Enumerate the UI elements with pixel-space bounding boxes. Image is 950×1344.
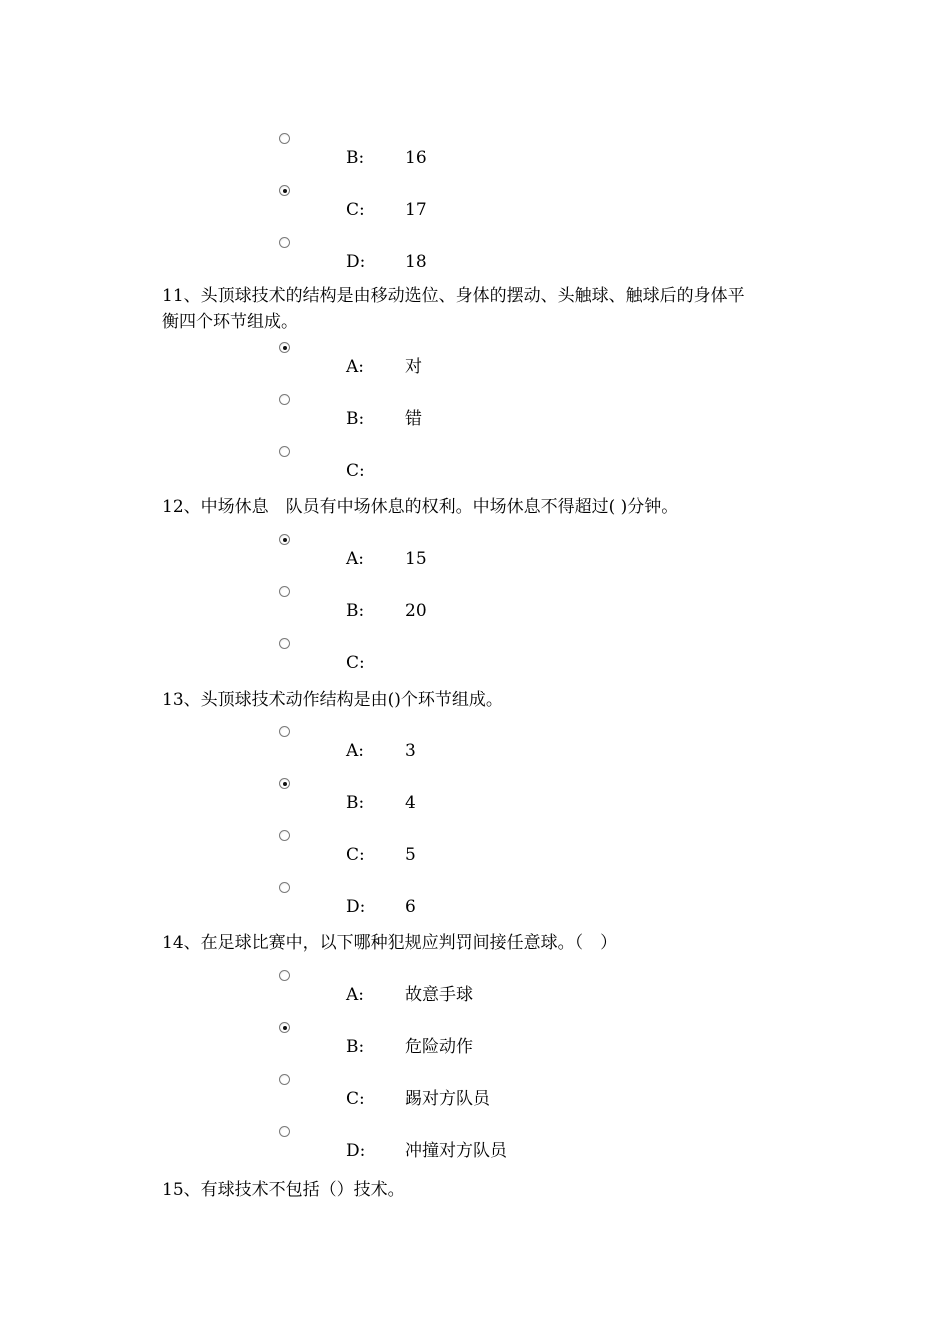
q13-option-b-radio[interactable] — [279, 778, 290, 789]
q10-option-c-letter: C: — [346, 200, 365, 220]
q11-option-a-radio[interactable] — [279, 342, 290, 353]
q12-option-a-text: 15 — [405, 549, 427, 569]
q13-option-a-radio[interactable] — [279, 726, 290, 737]
q14-option-c-text: 踢对方队员 — [405, 1089, 490, 1109]
q13-option-d-letter: D: — [346, 897, 366, 917]
q14-option-d-text: 冲撞对方队员 — [405, 1141, 507, 1161]
q10-option-d-radio[interactable] — [279, 237, 290, 248]
q13-option-c-radio[interactable] — [279, 830, 290, 841]
q14-text: 14、在足球比赛中，以下哪种犯规应判罚间接任意球。（ ） — [162, 933, 618, 953]
q14-option-a-letter: A: — [346, 985, 365, 1005]
q11-option-b-radio[interactable] — [279, 394, 290, 405]
q13-option-b-text: 4 — [405, 793, 416, 813]
q11-text-line1: 11、头顶球技术的结构是由移动选位、身体的摆动、头触球、触球后的身体平 — [162, 286, 745, 306]
q13-text: 13、头顶球技术动作结构是由()个环节组成。 — [162, 690, 503, 710]
q13-option-a-letter: A: — [346, 741, 365, 761]
q13-option-b-letter: B: — [346, 793, 365, 813]
q13-option-c-text: 5 — [405, 845, 416, 865]
q12-option-b-text: 20 — [405, 601, 427, 621]
q14-option-d-letter: D: — [346, 1141, 366, 1161]
q12-option-a-radio[interactable] — [279, 534, 290, 545]
q12-option-c-letter: C: — [346, 653, 365, 673]
q14-option-b-text: 危险动作 — [405, 1037, 473, 1057]
q11-option-a-letter: A: — [346, 357, 365, 377]
q13-option-d-radio[interactable] — [279, 882, 290, 893]
q15-text: 15、有球技术不包括（）技术。 — [162, 1180, 405, 1200]
q12-option-b-radio[interactable] — [279, 586, 290, 597]
q11-option-c-radio[interactable] — [279, 446, 290, 457]
q14-option-c-radio[interactable] — [279, 1074, 290, 1085]
q10-option-d-text: 18 — [405, 252, 427, 272]
q14-option-a-radio[interactable] — [279, 970, 290, 981]
q11-option-c-letter: C: — [346, 461, 365, 481]
q12-option-c-radio[interactable] — [279, 638, 290, 649]
q13-option-d-text: 6 — [405, 897, 416, 917]
q11-text-line2: 衡四个环节组成。 — [162, 312, 298, 332]
q14-option-d-radio[interactable] — [279, 1126, 290, 1137]
q11-option-b-text: 错 — [405, 409, 422, 429]
q10-option-b-radio[interactable] — [279, 133, 290, 144]
q14-option-c-letter: C: — [346, 1089, 365, 1109]
q10-option-b-letter: B: — [346, 148, 365, 168]
q11-option-a-text: 对 — [405, 357, 422, 377]
q12-text: 12、中场休息 队员有中场休息的权利。中场休息不得超过( )分钟。 — [162, 497, 679, 517]
q14-option-b-letter: B: — [346, 1037, 365, 1057]
q13-option-c-letter: C: — [346, 845, 365, 865]
q12-option-b-letter: B: — [346, 601, 365, 621]
q10-option-b-text: 16 — [405, 148, 427, 168]
q11-option-b-letter: B: — [346, 409, 365, 429]
q14-option-a-text: 故意手球 — [405, 985, 473, 1005]
q10-option-c-text: 17 — [405, 200, 427, 220]
q14-option-b-radio[interactable] — [279, 1022, 290, 1033]
q10-option-c-radio[interactable] — [279, 185, 290, 196]
q10-option-d-letter: D: — [346, 252, 366, 272]
q13-option-a-text: 3 — [405, 741, 416, 761]
q12-option-a-letter: A: — [346, 549, 365, 569]
